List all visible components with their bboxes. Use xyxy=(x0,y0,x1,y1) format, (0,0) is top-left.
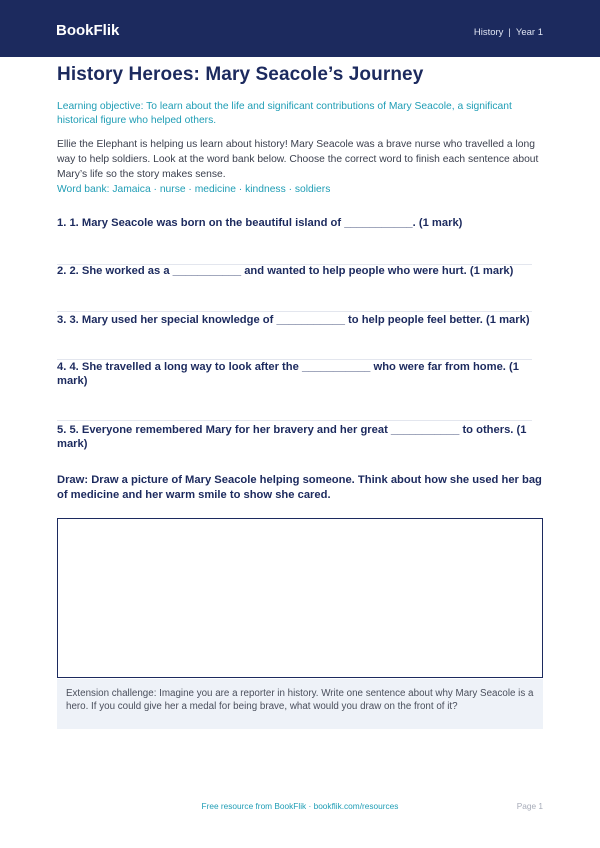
question-divider xyxy=(57,311,532,312)
word-bank: Word bank: Jamaica · nurse · medicine · kindness · soldiers xyxy=(57,184,331,195)
subject-label: History xyxy=(473,27,504,38)
page-number: Page 1 xyxy=(516,801,543,811)
question-3: 3. 3. Mary used her special knowledge of ___________ to help people feel better. (1 mark) xyxy=(57,314,530,326)
worksheet-title: History Heroes: Mary Seacole’s Journey xyxy=(57,64,424,85)
question-4: 4. 4. She travelled a long way to look after the ___________ who were far from home. (1 mark) xyxy=(57,361,519,387)
question-1: 1. 1. Mary Seacole was born on the beautiful island of ___________. (1 mark) xyxy=(57,217,463,229)
draw-prompt: Draw: Draw a picture of Mary Seacole helping someone. Think about how she used her bag of medicine and her warm smile to show she cared. xyxy=(57,474,542,501)
extension-challenge: Extension challenge: Imagine you are a reporter in history. Write one sentence about why Mary Seacole is a hero. If you could give her a medal for being brave, what would you draw on the front of it? xyxy=(57,679,543,729)
intro-paragraph: Ellie the Elephant is helping us learn about history! Mary Seacole was a brave nurse who travelled a long way to help soldiers. Look at the word bank below. Choose the correct word to finish each sentence about Mary’s life so the story makes sense. xyxy=(57,139,539,180)
header-bar xyxy=(0,0,600,57)
question-2: 2. 2. She worked as a ___________ and wanted to help people who were hurt. (1 mark) xyxy=(57,265,514,277)
learning-objective: Learning objective: To learn about the life and significant contributions of Mary Seacole, a significant historical figure who helped others. xyxy=(57,101,512,126)
year-label: Year 1 xyxy=(515,27,543,38)
footer-credit: Free resource from BookFlik · bookflik.com/resources xyxy=(201,801,399,811)
subject-year xyxy=(474,27,543,38)
brand-name: BookFlik xyxy=(56,22,120,39)
drawing-area[interactable] xyxy=(57,518,543,678)
question-5: 5. 5. Everyone remembered Mary for her bravery and her great ___________ to others. (1 mark) xyxy=(57,424,527,450)
meta-separator: | xyxy=(508,27,511,38)
question-divider xyxy=(57,420,532,421)
